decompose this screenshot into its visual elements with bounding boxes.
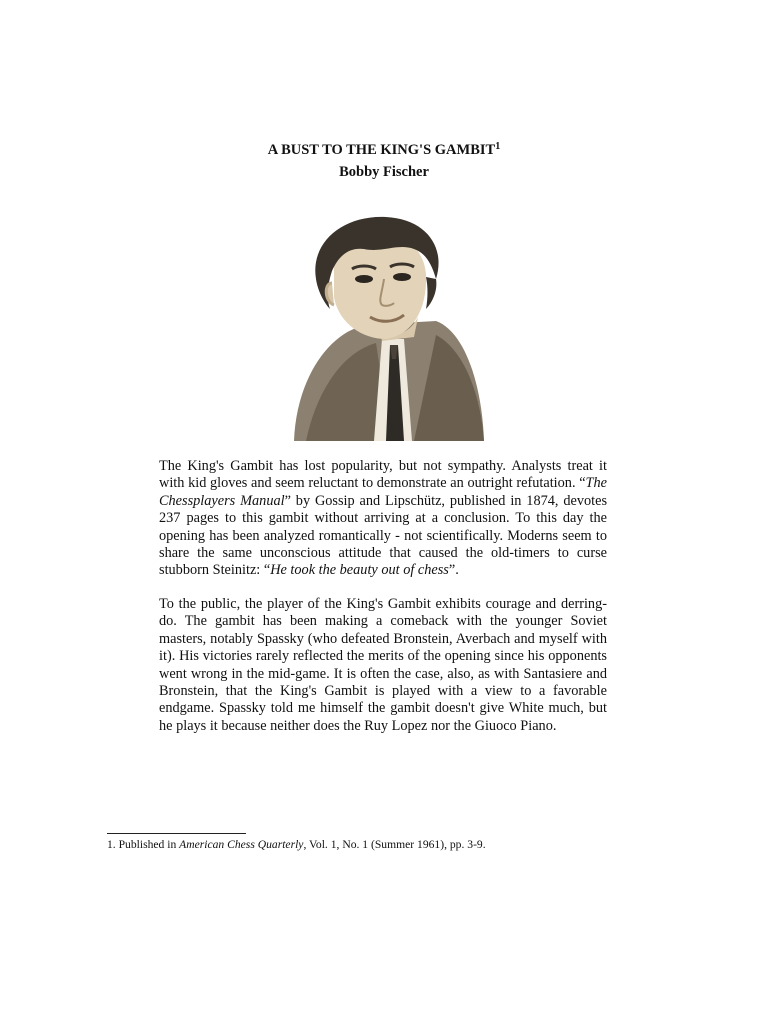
paragraph-2: To the public, the player of the King's Gambit exhibits courage and derring-do. The gambit has been making a comeback with the younger Soviet masters, notably Spassky (who defeated Bronstein, Averbach and myself with it). His victories rarely reflected the merits of the opening since his opponents went wrong in the mid-game. It is often the case, also, as with Santasiere and Bronstein, that the King's Gambit is played with a view to a favorable endgame. Spassky told me himself the gambit doesn't give White much, but he plays it because neither does the Ruy Lopez nor the Giuoco Piano.: [159, 596, 607, 734]
footnote: [107, 838, 486, 852]
paragraph-1: [159, 458, 607, 580]
footnote-prefix: 1. Published in: [107, 838, 180, 851]
steinitz-quote: He took the beauty out of chess: [270, 562, 449, 579]
title-footnote-marker[interactable]: 1: [495, 141, 501, 152]
author-name: Bobby Fischer: [339, 164, 429, 180]
title-text: A BUST TO THE KING'S GAMBIT: [267, 142, 496, 158]
paragraph-1-text-c: ”.: [448, 562, 459, 579]
footnote-suffix: , Vol. 1, No. 1 (Summer 1961), pp. 3-9.: [303, 838, 486, 851]
document-title: [0, 141, 768, 159]
footnote-divider: [107, 833, 246, 834]
paragraph-1-text-b: ” by Gossip and Lipschütz, published in 1874, devotes 237 pages to this gambit without arriving at a conclusion. To this day the opening has been analyzed romantically - not scientifically. Moderns seem to share the same unconscious attitude that caused the old-timers to curse stubborn Steinitz: “: [159, 492, 608, 579]
footnote-publication: American Chess Quarterly: [179, 838, 304, 851]
person-portrait-icon: [286, 213, 486, 445]
author-portrait: [286, 213, 486, 445]
paragraph-1-text-a: The King's Gambit has lost popularity, but not sympathy. Analysts treat it with kid gloves and seem reluctant to demonstrate an outright refutation. “: [159, 458, 607, 492]
book-title: The Chessplayers Manual: [159, 475, 607, 509]
